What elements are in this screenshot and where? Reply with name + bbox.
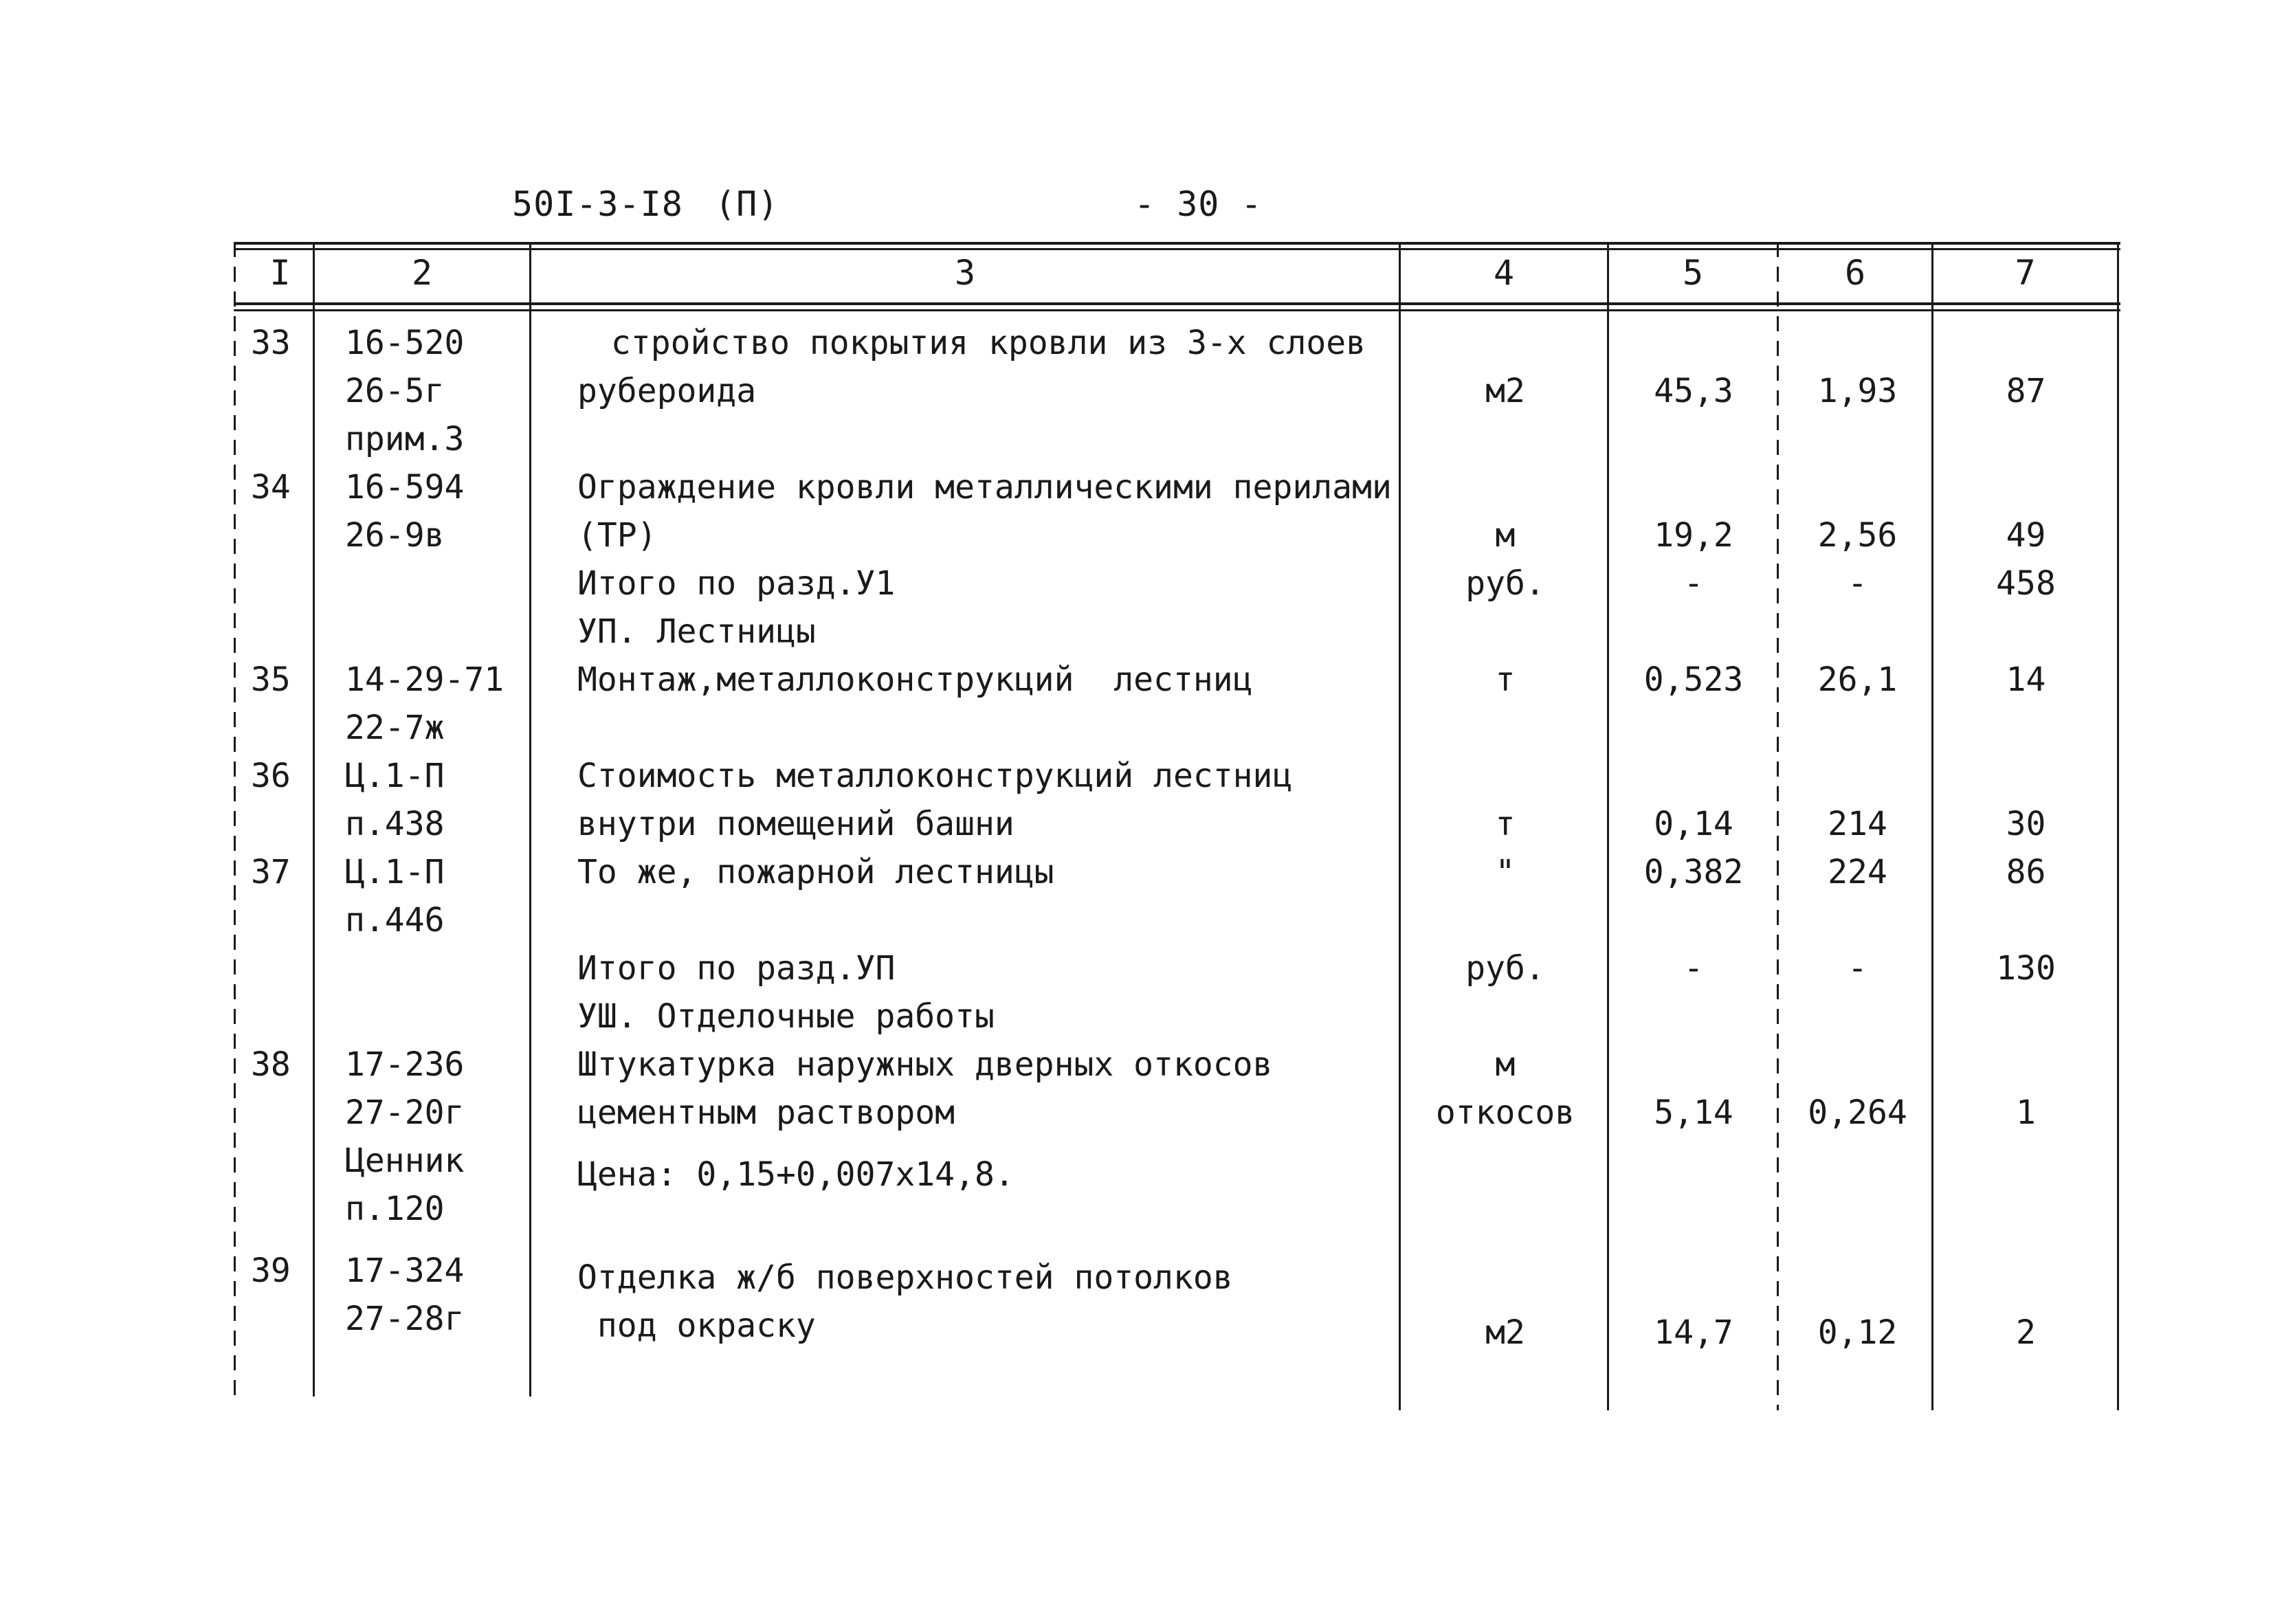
row-number: 36	[251, 757, 291, 795]
unit-price: 0,264	[1808, 1093, 1907, 1132]
work-description: рубероида	[577, 372, 757, 410]
rate-code: 14-29-71	[345, 660, 505, 699]
unit: откосов	[1435, 1093, 1575, 1132]
unit-price: -	[1848, 564, 1867, 603]
total-cost: 86	[2006, 853, 2046, 891]
total-cost: 87	[2006, 372, 2046, 410]
unit: руб.	[1465, 949, 1545, 988]
column-rule-3-4	[1399, 242, 1401, 1410]
column-header-5: 5	[1682, 253, 1704, 293]
column-rule-2-3	[529, 242, 531, 1397]
rate-code: п.438	[345, 805, 445, 843]
row-number: 33	[251, 324, 291, 362]
work-description: Стоимость металлоконструкций лестниц	[577, 757, 1293, 795]
rate-code: п.120	[345, 1190, 445, 1228]
row-number: 35	[251, 660, 291, 699]
total-cost: 2	[2016, 1313, 2036, 1352]
quantity: -	[1683, 949, 1704, 988]
column-header-4: 4	[1493, 253, 1515, 293]
total-cost: 130	[1996, 949, 2056, 988]
section-heading: УП. Лестницы	[577, 612, 816, 651]
unit-price: 1,93	[1817, 372, 1898, 410]
rate-code: прим.3	[345, 420, 465, 458]
estimate-table	[234, 242, 2120, 1410]
total-cost: 49	[2006, 516, 2046, 555]
column-rule-1-2	[313, 242, 315, 1397]
rate-code: 16-594	[345, 468, 465, 507]
quantity: -	[1683, 564, 1704, 603]
quantity: 5,14	[1654, 1093, 1733, 1132]
column-header-1: I	[269, 253, 291, 293]
rate-code: 16-520	[345, 324, 465, 362]
work-description: (ТР)	[577, 516, 657, 555]
unit: м	[1495, 1045, 1516, 1084]
unit-price: 0,12	[1817, 1313, 1898, 1352]
rate-code: Ц.1-П	[345, 853, 445, 891]
column-header-7: 7	[2015, 253, 2036, 293]
column-rule-5-6	[1777, 242, 1779, 1410]
section-total-label: Итого по разд.УП	[577, 949, 896, 988]
unit: т	[1495, 660, 1516, 699]
rate-code: Ц.1-П	[345, 757, 445, 795]
column-rule-left	[234, 242, 236, 1397]
work-description: То же, пожарной лестницы	[577, 853, 1054, 891]
total-cost: 14	[2006, 660, 2046, 699]
quantity: 0,14	[1654, 805, 1733, 843]
quantity: 0,523	[1643, 660, 1744, 699]
work-description: под окраску	[577, 1306, 816, 1345]
document-code: 50I-3-I8	[512, 184, 683, 224]
rate-code: 17-324	[345, 1252, 465, 1290]
unit: т	[1495, 805, 1516, 843]
column-header-6: 6	[1844, 253, 1866, 293]
work-description: Ограждение кровли металлическими перилами	[577, 468, 1392, 507]
unit: "	[1495, 853, 1516, 891]
top-double-rule-2	[234, 248, 2120, 250]
column-header-3: 3	[954, 253, 976, 293]
rate-code: 27-20г	[345, 1093, 465, 1132]
total-cost: 458	[1996, 564, 2056, 603]
quantity: 45,3	[1654, 372, 1733, 410]
section-total-label: Итого по разд.У1	[577, 564, 896, 603]
unit-price: 2,56	[1817, 516, 1898, 555]
unit: м2	[1485, 372, 1525, 410]
unit: м	[1495, 516, 1516, 555]
work-description: стройство покрытия кровли из 3-х слоев	[591, 324, 1366, 362]
work-description: Монтаж,металлоконструкций лестниц	[577, 660, 1253, 699]
work-description: Отделка ж/б поверхностей потолков	[577, 1258, 1233, 1297]
rate-code: 17-236	[345, 1045, 465, 1084]
total-cost: 1	[2016, 1093, 2036, 1132]
work-description: Штукатурка наружных дверных откосов	[577, 1045, 1273, 1084]
row-number: 34	[251, 468, 291, 507]
price-note: Цена: 0,15+0,007х14,8.	[577, 1155, 1014, 1194]
rate-code: Ценник	[345, 1142, 465, 1180]
column-rule-right	[2117, 242, 2119, 1410]
section-heading: УШ. Отделочные работы	[577, 997, 995, 1036]
row-number: 37	[251, 853, 291, 891]
unit-price: -	[1848, 949, 1867, 988]
rate-code: п.446	[345, 901, 445, 939]
unit-price: 224	[1828, 853, 1887, 891]
row-number: 39	[251, 1252, 291, 1290]
rate-code: 22-7ж	[345, 709, 445, 747]
work-description: цементным раствором	[577, 1093, 955, 1132]
header-bottom-rule-2	[234, 309, 2120, 311]
quantity: 14,7	[1654, 1313, 1733, 1352]
quantity: 19,2	[1654, 516, 1733, 555]
unit: руб.	[1465, 564, 1545, 603]
quantity: 0,382	[1643, 853, 1744, 891]
total-cost: 30	[2006, 805, 2046, 843]
header-bottom-rule-1	[234, 302, 2120, 305]
rate-code: 26-9в	[345, 516, 445, 555]
unit-price: 26,1	[1817, 660, 1898, 699]
top-double-rule-1	[234, 242, 2120, 245]
rate-code: 26-5г	[345, 372, 445, 410]
row-number: 38	[251, 1045, 291, 1084]
page-number: - 30 -	[1134, 184, 1263, 224]
rate-code: 27-28г	[345, 1300, 465, 1338]
unit-price: 214	[1828, 805, 1887, 843]
unit: м2	[1485, 1313, 1525, 1352]
column-header-2: 2	[411, 253, 433, 293]
work-description: внутри помещений башни	[577, 805, 1014, 843]
document-mark: (П)	[715, 184, 779, 224]
